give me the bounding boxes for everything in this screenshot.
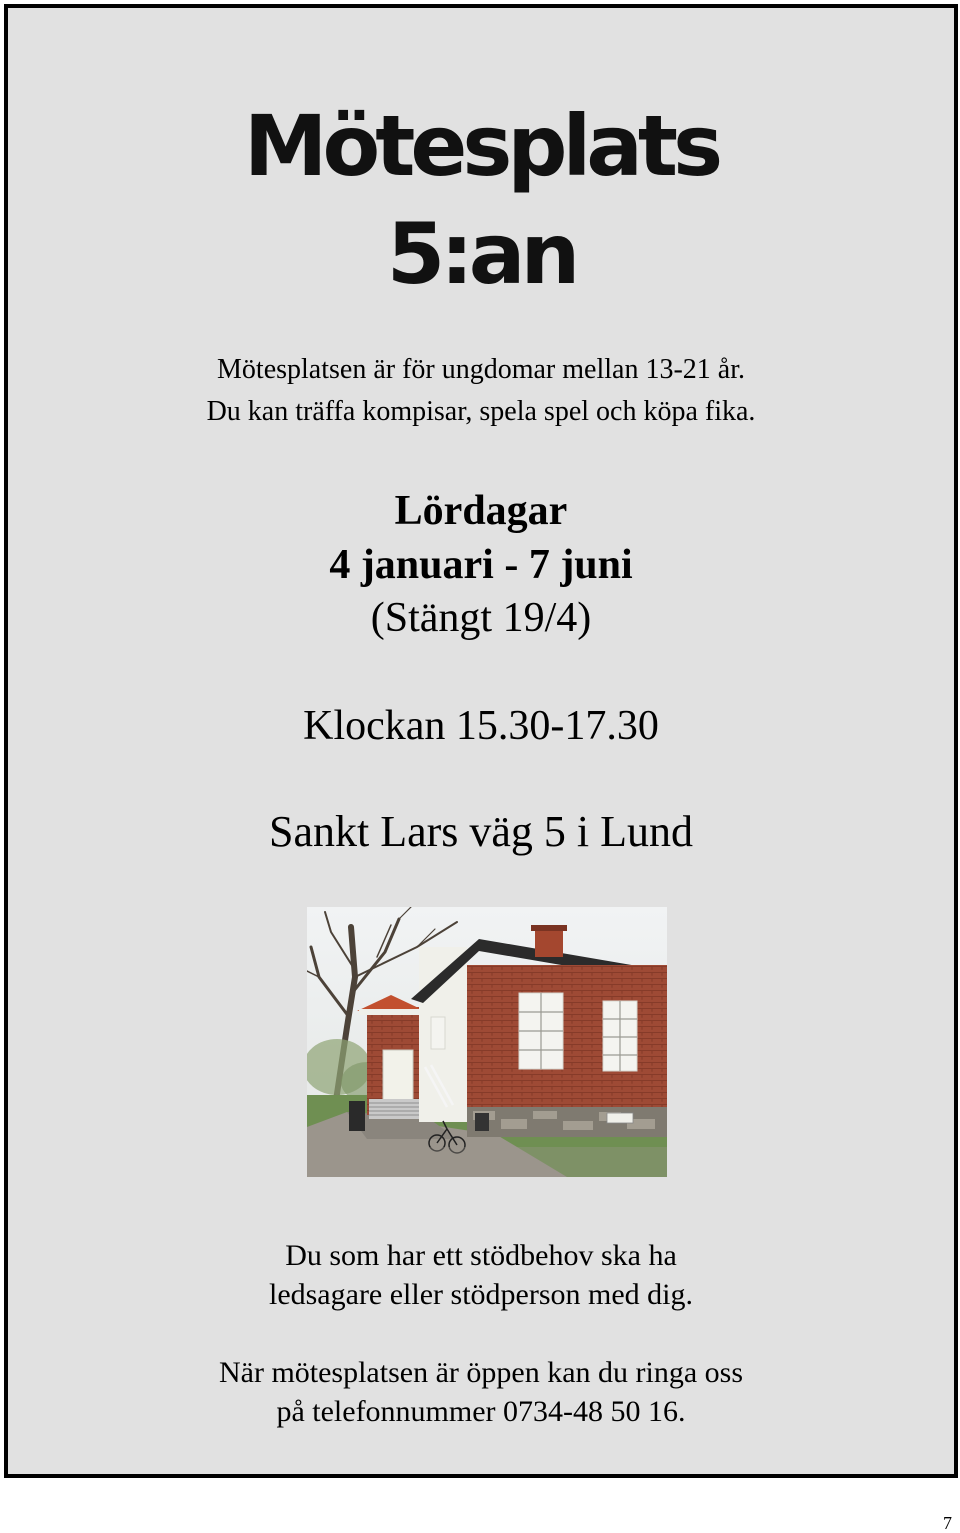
support-note-line-2: ledsagare eller stödperson med dig. — [268, 1278, 694, 1311]
poster-title-line1: Mötesplats — [243, 97, 719, 195]
schedule-closed-note: (Stängt 19/4) — [370, 595, 592, 641]
phone-note-line-1: När mötesplatsen är öppen kan du ringa oss — [218, 1356, 744, 1389]
phone-note-line-2: på telefonnummer 0734-48 50 16. — [276, 1395, 686, 1428]
address: Sankt Lars väg 5 i Lund — [268, 807, 694, 856]
intro-line-1: Mötesplatsen är för ungdomar mellan 13-21 år. — [217, 354, 745, 385]
support-note-line-1: Du som har ett stödbehov ska ha — [285, 1239, 677, 1272]
schedule-days: Lördagar — [394, 488, 568, 534]
intro-line-2: Du kan träffa kompisar, spela spel och köpa fika. — [206, 396, 756, 427]
schedule-hours: Klockan 15.30-17.30 — [303, 703, 659, 749]
poster-title-line2: 5:an — [386, 205, 576, 303]
schedule-period: 4 januari - 7 juni — [329, 542, 633, 588]
page-number: 7 — [943, 1513, 952, 1533]
building-photo — [307, 907, 667, 1177]
poster-panel — [4, 4, 958, 1478]
